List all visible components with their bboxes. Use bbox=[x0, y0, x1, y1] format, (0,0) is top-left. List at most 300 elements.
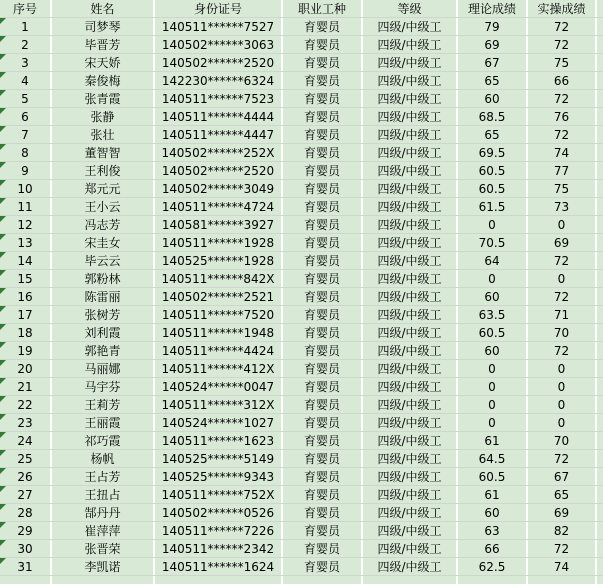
cell-level[interactable]: 四级/中级工 bbox=[363, 72, 458, 89]
cell-occupation[interactable]: 育婴员 bbox=[283, 108, 363, 125]
cell-id-number[interactable]: 140524******1027 bbox=[155, 414, 283, 431]
cell-name[interactable]: 宋圭女 bbox=[52, 234, 155, 251]
cell-occupation[interactable]: 育婴员 bbox=[283, 522, 363, 539]
partial-empty-row bbox=[0, 576, 603, 584]
cell-empty-sliver bbox=[597, 54, 603, 71]
cell-name[interactable]: 郭艳青 bbox=[52, 342, 155, 359]
cell-practical-score[interactable]: 74 bbox=[528, 558, 597, 575]
table-row bbox=[0, 342, 603, 360]
error-indicator-icon bbox=[0, 162, 6, 168]
cell-empty-sliver bbox=[597, 432, 603, 449]
cell-occupation[interactable]: 育婴员 bbox=[283, 72, 363, 89]
cell-occupation[interactable]: 育婴员 bbox=[283, 54, 363, 71]
cell-theory-score[interactable]: 60.5 bbox=[458, 468, 528, 485]
cell-level[interactable]: 四级/中级工 bbox=[363, 144, 458, 161]
header-row bbox=[0, 0, 603, 18]
error-indicator-icon bbox=[0, 522, 6, 528]
cell-name[interactable]: 司梦琴 bbox=[52, 18, 155, 35]
cell-level[interactable]: 四级/中级工 bbox=[363, 126, 458, 143]
cell-index[interactable]: 7 bbox=[0, 126, 52, 143]
cell-name[interactable]: 王莉芳 bbox=[52, 396, 155, 413]
cell-theory-score[interactable]: 60.5 bbox=[458, 324, 528, 341]
cell-theory-score[interactable]: 63 bbox=[458, 522, 528, 539]
cell-index[interactable]: 17 bbox=[0, 306, 52, 323]
cell-empty-sliver bbox=[597, 180, 603, 197]
cell-theory-score[interactable]: 60 bbox=[458, 288, 528, 305]
cell-theory-score[interactable]: 67 bbox=[458, 54, 528, 71]
cell-name[interactable]: 秦俊梅 bbox=[52, 72, 155, 89]
cell-level[interactable]: 四级/中级工 bbox=[363, 36, 458, 53]
cell-index[interactable]: 18 bbox=[0, 324, 52, 341]
cell-theory-score[interactable]: 60 bbox=[458, 504, 528, 521]
cell-index[interactable]: 8 bbox=[0, 144, 52, 161]
cell-theory-score[interactable]: 60.5 bbox=[458, 162, 528, 179]
cell-empty-sliver bbox=[597, 72, 603, 89]
cell-theory-score[interactable]: 63.5 bbox=[458, 306, 528, 323]
cell-practical-score[interactable]: 72 bbox=[528, 18, 597, 35]
error-indicator-icon bbox=[0, 432, 6, 438]
cell-theory-score[interactable]: 61.5 bbox=[458, 198, 528, 215]
cell-practical-score[interactable]: 70 bbox=[528, 432, 597, 449]
header-theory-score[interactable]: 理论成绩 bbox=[458, 0, 528, 17]
cell-id-number[interactable]: 140511******1928 bbox=[155, 234, 283, 251]
cell-index[interactable]: 26 bbox=[0, 468, 52, 485]
cell-practical-score[interactable]: 69 bbox=[528, 504, 597, 521]
cell-name[interactable]: 毕云云 bbox=[52, 252, 155, 269]
cell-id-number[interactable]: 140511******1948 bbox=[155, 324, 283, 341]
cell-theory-score[interactable]: 0 bbox=[458, 396, 528, 413]
table-row bbox=[0, 90, 603, 108]
cell-practical-score[interactable]: 72 bbox=[528, 342, 597, 359]
cell-practical-score[interactable]: 0 bbox=[528, 270, 597, 287]
header-practical-score[interactable]: 实操成绩 bbox=[528, 0, 597, 17]
cell-theory-score[interactable]: 0 bbox=[458, 216, 528, 233]
cell-name[interactable]: 张青霞 bbox=[52, 90, 155, 107]
cell-index[interactable]: 13 bbox=[0, 234, 52, 251]
cell-theory-score[interactable]: 68.5 bbox=[458, 108, 528, 125]
cell-theory-score[interactable]: 60.5 bbox=[458, 180, 528, 197]
error-indicator-icon bbox=[0, 540, 6, 546]
cell-name[interactable]: 宋天娇 bbox=[52, 54, 155, 71]
table-row bbox=[0, 144, 603, 162]
table-row bbox=[0, 108, 603, 126]
table-row bbox=[0, 162, 603, 180]
cell-index[interactable]: 31 bbox=[0, 558, 52, 575]
cell-id-number[interactable]: 140511******4444 bbox=[155, 108, 283, 125]
cell-theory-score[interactable]: 79 bbox=[458, 18, 528, 35]
cell-index[interactable]: 27 bbox=[0, 486, 52, 503]
error-indicator-icon bbox=[0, 216, 6, 222]
cell-practical-score[interactable]: 72 bbox=[528, 288, 597, 305]
cell-level[interactable]: 四级/中级工 bbox=[363, 270, 458, 287]
table-row bbox=[0, 270, 603, 288]
cell-practical-score[interactable]: 75 bbox=[528, 180, 597, 197]
cell-name[interactable]: 马丽娜 bbox=[52, 360, 155, 377]
cell-id-number[interactable]: 140502******2520 bbox=[155, 54, 283, 71]
cell-empty-sliver bbox=[597, 468, 603, 485]
error-indicator-icon bbox=[0, 504, 6, 510]
cell-name[interactable]: 张树芳 bbox=[52, 306, 155, 323]
cell-index[interactable]: 15 bbox=[0, 270, 52, 287]
cell-id-number[interactable]: 140511******1624 bbox=[155, 558, 283, 575]
cell-level[interactable]: 四级/中级工 bbox=[363, 432, 458, 449]
cell-id-number[interactable]: 140525******5149 bbox=[155, 450, 283, 467]
error-indicator-icon bbox=[0, 180, 6, 186]
cell-occupation[interactable]: 育婴员 bbox=[283, 288, 363, 305]
cell-occupation[interactable]: 育婴员 bbox=[283, 126, 363, 143]
cell-empty-sliver bbox=[597, 414, 603, 431]
error-indicator-icon bbox=[0, 450, 6, 456]
cell-practical-score[interactable]: 69 bbox=[528, 234, 597, 251]
header-level[interactable]: 等级 bbox=[363, 0, 458, 17]
cell-occupation[interactable]: 育婴员 bbox=[283, 144, 363, 161]
cell-id-number[interactable]: 140511******4447 bbox=[155, 126, 283, 143]
cell-name[interactable]: 王利俊 bbox=[52, 162, 155, 179]
cell-name[interactable]: 冯志芳 bbox=[52, 216, 155, 233]
cell-level[interactable]: 四级/中级工 bbox=[363, 108, 458, 125]
cell-index[interactable]: 19 bbox=[0, 342, 52, 359]
cell-practical-score[interactable]: 65 bbox=[528, 486, 597, 503]
cell-index[interactable]: 4 bbox=[0, 72, 52, 89]
cell-id-number[interactable]: 140581******3927 bbox=[155, 216, 283, 233]
error-indicator-icon bbox=[0, 558, 6, 564]
cell-theory-score[interactable]: 65 bbox=[458, 126, 528, 143]
cell-id-number[interactable]: 140502******3063 bbox=[155, 36, 283, 53]
cell-theory-score[interactable]: 69 bbox=[458, 36, 528, 53]
cell-practical-score[interactable]: 66 bbox=[528, 72, 597, 89]
cell-empty[interactable] bbox=[0, 576, 52, 584]
cell-name[interactable]: 王占芳 bbox=[52, 468, 155, 485]
cell-id-number[interactable]: 140511******1623 bbox=[155, 432, 283, 449]
cell-id-number[interactable]: 140511******842X bbox=[155, 270, 283, 287]
cell-id-number[interactable]: 142230******6324 bbox=[155, 72, 283, 89]
error-indicator-icon bbox=[0, 18, 6, 24]
table-row bbox=[0, 288, 603, 306]
cell-id-number[interactable]: 140511******7523 bbox=[155, 90, 283, 107]
cell-index[interactable]: 16 bbox=[0, 288, 52, 305]
cell-practical-score[interactable]: 82 bbox=[528, 522, 597, 539]
cell-level[interactable]: 四级/中级工 bbox=[363, 54, 458, 71]
cell-theory-score[interactable]: 70.5 bbox=[458, 234, 528, 251]
cell-theory-score[interactable]: 69.5 bbox=[458, 144, 528, 161]
cell-practical-score[interactable]: 0 bbox=[528, 396, 597, 413]
cell-index[interactable]: 9 bbox=[0, 162, 52, 179]
cell-occupation[interactable]: 育婴员 bbox=[283, 378, 363, 395]
cell-empty-sliver bbox=[597, 36, 603, 53]
cell-name[interactable]: 毕晋芳 bbox=[52, 36, 155, 53]
cell-name[interactable]: 刘利霞 bbox=[52, 324, 155, 341]
cell-level[interactable]: 四级/中级工 bbox=[363, 504, 458, 521]
cell-id-number[interactable]: 140511******4424 bbox=[155, 342, 283, 359]
error-indicator-icon bbox=[0, 378, 6, 384]
cell-name[interactable]: 张静 bbox=[52, 108, 155, 125]
cell-theory-score[interactable]: 61 bbox=[458, 486, 528, 503]
cell-index[interactable]: 23 bbox=[0, 414, 52, 431]
cell-level[interactable]: 四级/中级工 bbox=[363, 540, 458, 557]
cell-level[interactable]: 四级/中级工 bbox=[363, 162, 458, 179]
cell-practical-score[interactable]: 0 bbox=[528, 378, 597, 395]
cell-occupation[interactable]: 育婴员 bbox=[283, 18, 363, 35]
cell-empty-sliver bbox=[597, 558, 603, 575]
cell-occupation[interactable]: 育婴员 bbox=[283, 270, 363, 287]
cell-empty[interactable] bbox=[155, 576, 283, 584]
error-indicator-icon bbox=[0, 72, 6, 78]
cell-occupation[interactable]: 育婴员 bbox=[283, 360, 363, 377]
cell-index[interactable]: 20 bbox=[0, 360, 52, 377]
cell-practical-score[interactable]: 0 bbox=[528, 216, 597, 233]
cell-level[interactable]: 四级/中级工 bbox=[363, 396, 458, 413]
cell-name[interactable]: 张壮 bbox=[52, 126, 155, 143]
cell-index[interactable]: 11 bbox=[0, 198, 52, 215]
cell-id-number[interactable]: 140502******3049 bbox=[155, 180, 283, 197]
cell-occupation[interactable]: 育婴员 bbox=[283, 414, 363, 431]
cell-level[interactable]: 四级/中级工 bbox=[363, 486, 458, 503]
cell-practical-score[interactable]: 75 bbox=[528, 54, 597, 71]
cell-occupation[interactable]: 育婴员 bbox=[283, 468, 363, 485]
cell-index[interactable]: 25 bbox=[0, 450, 52, 467]
cell-level[interactable]: 四级/中级工 bbox=[363, 234, 458, 251]
error-indicator-icon bbox=[0, 234, 6, 240]
cell-level[interactable]: 四级/中级工 bbox=[363, 180, 458, 197]
cell-practical-score[interactable]: 74 bbox=[528, 144, 597, 161]
cell-empty[interactable] bbox=[52, 576, 155, 584]
cell-id-number[interactable]: 140511******752X bbox=[155, 486, 283, 503]
cell-level[interactable]: 四级/中级工 bbox=[363, 414, 458, 431]
cell-empty-sliver bbox=[597, 522, 603, 539]
cell-practical-score[interactable]: 77 bbox=[528, 162, 597, 179]
cell-id-number[interactable]: 140525******1928 bbox=[155, 252, 283, 269]
header-id-number[interactable]: 身份证号 bbox=[155, 0, 283, 17]
cell-occupation[interactable]: 育婴员 bbox=[283, 306, 363, 323]
cell-index[interactable]: 30 bbox=[0, 540, 52, 557]
cell-empty-sliver bbox=[597, 234, 603, 251]
cell-practical-score[interactable]: 72 bbox=[528, 252, 597, 269]
table-row bbox=[0, 18, 603, 36]
cell-occupation[interactable]: 育婴员 bbox=[283, 540, 363, 557]
cell-name[interactable]: 郑元元 bbox=[52, 180, 155, 197]
cell-id-number[interactable]: 140524******0047 bbox=[155, 378, 283, 395]
cell-empty-sliver bbox=[597, 342, 603, 359]
cell-index[interactable]: 5 bbox=[0, 90, 52, 107]
cell-id-number[interactable]: 140511******7226 bbox=[155, 522, 283, 539]
table-row bbox=[0, 414, 603, 432]
error-indicator-icon bbox=[0, 468, 6, 474]
cell-occupation[interactable]: 育婴员 bbox=[283, 90, 363, 107]
cell-id-number[interactable]: 140511******312X bbox=[155, 396, 283, 413]
cell-practical-score[interactable]: 72 bbox=[528, 540, 597, 557]
cell-empty-sliver bbox=[597, 270, 603, 287]
cell-level[interactable]: 四级/中级工 bbox=[363, 558, 458, 575]
cell-theory-score[interactable]: 66 bbox=[458, 540, 528, 557]
table-row bbox=[0, 252, 603, 270]
cell-practical-score[interactable]: 72 bbox=[528, 90, 597, 107]
cell-id-number[interactable]: 140511******2342 bbox=[155, 540, 283, 557]
cell-name[interactable]: 祁巧霞 bbox=[52, 432, 155, 449]
cell-level[interactable]: 四级/中级工 bbox=[363, 216, 458, 233]
cell-index[interactable]: 2 bbox=[0, 36, 52, 53]
cell-level[interactable]: 四级/中级工 bbox=[363, 288, 458, 305]
cell-empty-sliver bbox=[597, 486, 603, 503]
cell-empty-sliver bbox=[597, 216, 603, 233]
table-row bbox=[0, 396, 603, 414]
cell-level[interactable]: 四级/中级工 bbox=[363, 252, 458, 269]
cell-occupation[interactable]: 育婴员 bbox=[283, 486, 363, 503]
cell-empty-sliver bbox=[597, 252, 603, 269]
error-indicator-icon bbox=[0, 486, 6, 492]
cell-occupation[interactable]: 育婴员 bbox=[283, 36, 363, 53]
cell-name[interactable]: 崔萍萍 bbox=[52, 522, 155, 539]
cell-empty[interactable] bbox=[458, 576, 528, 584]
cell-name[interactable]: 王扭占 bbox=[52, 486, 155, 503]
cell-index[interactable]: 22 bbox=[0, 396, 52, 413]
cell-theory-score[interactable]: 65 bbox=[458, 72, 528, 89]
cell-index[interactable]: 14 bbox=[0, 252, 52, 269]
cell-name[interactable]: 杨帆 bbox=[52, 450, 155, 467]
cell-id-number[interactable]: 140502******0526 bbox=[155, 504, 283, 521]
cell-theory-score[interactable]: 60 bbox=[458, 90, 528, 107]
cell-occupation[interactable]: 育婴员 bbox=[283, 396, 363, 413]
header-name[interactable]: 姓名 bbox=[52, 0, 155, 17]
cell-practical-score[interactable]: 0 bbox=[528, 414, 597, 431]
cell-practical-score[interactable]: 71 bbox=[528, 306, 597, 323]
cell-empty[interactable] bbox=[283, 576, 363, 584]
cell-practical-score[interactable]: 72 bbox=[528, 450, 597, 467]
cell-occupation[interactable]: 育婴员 bbox=[283, 342, 363, 359]
cell-index[interactable]: 3 bbox=[0, 54, 52, 71]
error-indicator-icon bbox=[0, 396, 6, 402]
cell-level[interactable]: 四级/中级工 bbox=[363, 360, 458, 377]
cell-theory-score[interactable]: 0 bbox=[458, 360, 528, 377]
cell-occupation[interactable]: 育婴员 bbox=[283, 324, 363, 341]
header-index[interactable]: 序号 bbox=[0, 0, 52, 17]
cell-level[interactable]: 四级/中级工 bbox=[363, 306, 458, 323]
cell-level[interactable]: 四级/中级工 bbox=[363, 450, 458, 467]
cell-theory-score[interactable]: 0 bbox=[458, 378, 528, 395]
cell-empty[interactable] bbox=[363, 576, 458, 584]
cell-name[interactable]: 董智智 bbox=[52, 144, 155, 161]
cell-occupation[interactable]: 育婴员 bbox=[283, 180, 363, 197]
error-indicator-icon bbox=[0, 360, 6, 366]
cell-practical-score[interactable]: 72 bbox=[528, 126, 597, 143]
cell-theory-score[interactable]: 64.5 bbox=[458, 450, 528, 467]
cell-theory-score[interactable]: 60 bbox=[458, 342, 528, 359]
cell-id-number[interactable]: 140511******7527 bbox=[155, 18, 283, 35]
cell-empty-sliver bbox=[597, 162, 603, 179]
cell-practical-score[interactable]: 76 bbox=[528, 108, 597, 125]
error-indicator-icon bbox=[0, 144, 6, 150]
error-indicator-icon bbox=[0, 414, 6, 420]
cell-id-number[interactable]: 140511******412X bbox=[155, 360, 283, 377]
cell-occupation[interactable]: 育婴员 bbox=[283, 162, 363, 179]
cell-id-number[interactable]: 140511******7520 bbox=[155, 306, 283, 323]
cell-name[interactable]: 陈雷丽 bbox=[52, 288, 155, 305]
cell-index[interactable]: 6 bbox=[0, 108, 52, 125]
cell-theory-score[interactable]: 64 bbox=[458, 252, 528, 269]
cell-level[interactable]: 四级/中级工 bbox=[363, 90, 458, 107]
cell-empty-sliver bbox=[597, 108, 603, 125]
cell-occupation[interactable]: 育婴员 bbox=[283, 504, 363, 521]
table-row bbox=[0, 486, 603, 504]
error-indicator-icon bbox=[0, 36, 6, 42]
error-indicator-icon bbox=[0, 54, 6, 60]
cell-name[interactable]: 张晋荣 bbox=[52, 540, 155, 557]
cell-index[interactable]: 21 bbox=[0, 378, 52, 395]
error-indicator-icon bbox=[0, 270, 6, 276]
cell-occupation[interactable]: 育婴员 bbox=[283, 234, 363, 251]
error-indicator-icon bbox=[0, 324, 6, 330]
cell-id-number[interactable]: 140525******9343 bbox=[155, 468, 283, 485]
cell-level[interactable]: 四级/中级工 bbox=[363, 522, 458, 539]
cell-occupation[interactable]: 育婴员 bbox=[283, 558, 363, 575]
table-row bbox=[0, 558, 603, 576]
cell-practical-score[interactable]: 0 bbox=[528, 360, 597, 377]
cell-occupation[interactable]: 育婴员 bbox=[283, 450, 363, 467]
cell-level[interactable]: 四级/中级工 bbox=[363, 378, 458, 395]
cell-id-number[interactable]: 140502******2521 bbox=[155, 288, 283, 305]
table-row bbox=[0, 360, 603, 378]
error-indicator-icon bbox=[0, 306, 6, 312]
table-row bbox=[0, 432, 603, 450]
cell-empty-sliver bbox=[597, 90, 603, 107]
cell-index[interactable]: 24 bbox=[0, 432, 52, 449]
cell-level[interactable]: 四级/中级工 bbox=[363, 342, 458, 359]
cell-empty-sliver bbox=[597, 360, 603, 377]
table-row bbox=[0, 198, 603, 216]
cell-index[interactable]: 29 bbox=[0, 522, 52, 539]
cell-level[interactable]: 四级/中级工 bbox=[363, 324, 458, 341]
cell-theory-score[interactable]: 62.5 bbox=[458, 558, 528, 575]
cell-level[interactable]: 四级/中级工 bbox=[363, 198, 458, 215]
cell-index[interactable]: 10 bbox=[0, 180, 52, 197]
cell-id-number[interactable]: 140511******4724 bbox=[155, 198, 283, 215]
cell-occupation[interactable]: 育婴员 bbox=[283, 198, 363, 215]
cell-level[interactable]: 四级/中级工 bbox=[363, 18, 458, 35]
cell-theory-score[interactable]: 0 bbox=[458, 414, 528, 431]
error-indicator-icon bbox=[0, 252, 6, 258]
table-row bbox=[0, 540, 603, 558]
cell-theory-score[interactable]: 0 bbox=[458, 270, 528, 287]
cell-index[interactable]: 1 bbox=[0, 18, 52, 35]
cell-name[interactable]: 王小云 bbox=[52, 198, 155, 215]
header-occupation[interactable]: 职业工种 bbox=[283, 0, 363, 17]
cell-empty[interactable] bbox=[528, 576, 597, 584]
cell-name[interactable]: 郜丹丹 bbox=[52, 504, 155, 521]
cell-id-number[interactable]: 140502******252X bbox=[155, 144, 283, 161]
cell-name[interactable]: 李凯诺 bbox=[52, 558, 155, 575]
cell-practical-score[interactable]: 70 bbox=[528, 324, 597, 341]
cell-index[interactable]: 12 bbox=[0, 216, 52, 233]
cell-occupation[interactable]: 育婴员 bbox=[283, 252, 363, 269]
cell-empty-sliver bbox=[597, 144, 603, 161]
cell-theory-score[interactable]: 61 bbox=[458, 432, 528, 449]
error-indicator-icon bbox=[0, 126, 6, 132]
cell-occupation[interactable]: 育婴员 bbox=[283, 216, 363, 233]
cell-name[interactable]: 马宇芬 bbox=[52, 378, 155, 395]
cell-level[interactable]: 四级/中级工 bbox=[363, 468, 458, 485]
cell-empty-sliver bbox=[597, 306, 603, 323]
cell-name[interactable]: 王丽霞 bbox=[52, 414, 155, 431]
cell-occupation[interactable]: 育婴员 bbox=[283, 432, 363, 449]
cell-id-number[interactable]: 140502******2520 bbox=[155, 162, 283, 179]
cell-empty-sliver bbox=[597, 450, 603, 467]
cell-practical-score[interactable]: 67 bbox=[528, 468, 597, 485]
cell-empty-sliver bbox=[597, 504, 603, 521]
table-row bbox=[0, 216, 603, 234]
cell-name[interactable]: 郭粉林 bbox=[52, 270, 155, 287]
cell-practical-score[interactable]: 73 bbox=[528, 198, 597, 215]
cell-index[interactable]: 28 bbox=[0, 504, 52, 521]
cell-practical-score[interactable]: 72 bbox=[528, 36, 597, 53]
